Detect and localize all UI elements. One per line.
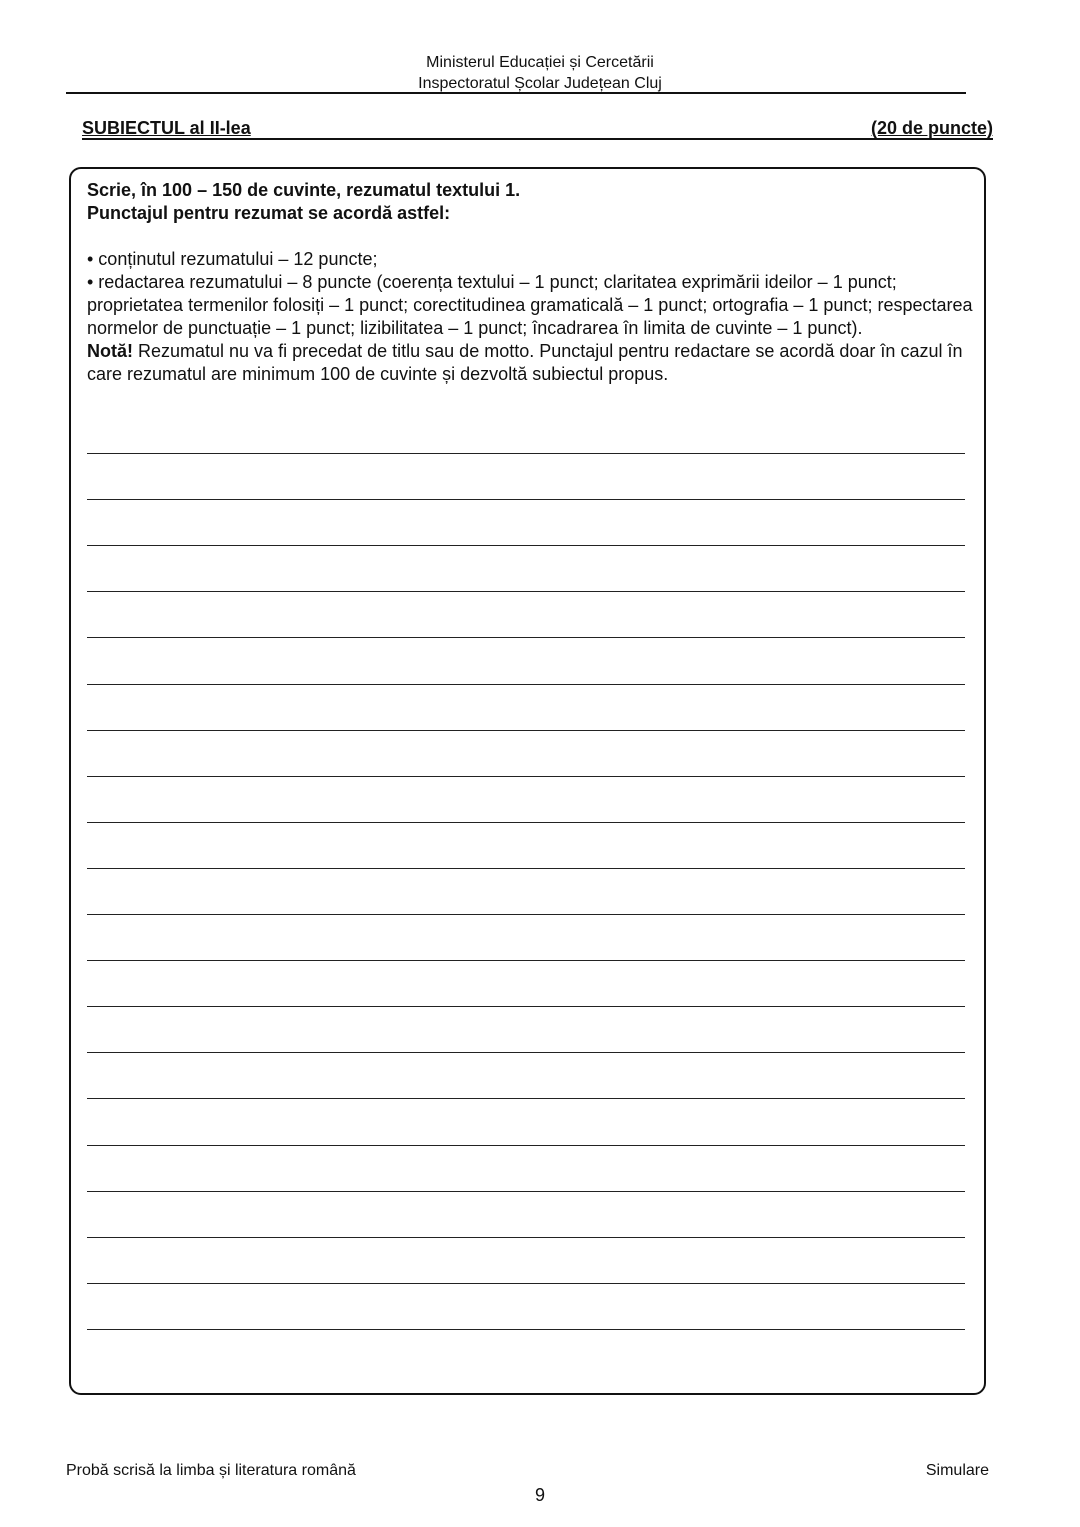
criterion-redaction: • redactarea rezumatului – 8 puncte (coerența textului – 1 punct; claritatea exprimării ideilor – 1 punct; proprietatea termenilor folosiți – 1 punct; corectitudinea gramaticală – 1 punct; ortografia – 1 punct; respectarea normelor de punctuație – 1 punct; lizibilitatea – 1 punct; încadrarea în limita de cuvinte – 1 punct). bbox=[87, 272, 973, 338]
writing-line bbox=[87, 1191, 965, 1192]
writing-line bbox=[87, 776, 965, 777]
writing-line bbox=[87, 1145, 965, 1146]
writing-line bbox=[87, 1098, 965, 1099]
writing-line bbox=[87, 453, 965, 454]
writing-line bbox=[87, 637, 965, 638]
writing-line bbox=[87, 1283, 965, 1284]
writing-line bbox=[87, 545, 965, 546]
writing-line bbox=[87, 960, 965, 961]
writing-line bbox=[87, 1052, 965, 1053]
subject-points: (20 de puncte) bbox=[870, 118, 993, 138]
task-instructions bbox=[87, 179, 973, 386]
writing-line bbox=[87, 822, 965, 823]
writing-line bbox=[87, 730, 965, 731]
note bbox=[87, 340, 973, 386]
writing-line bbox=[87, 684, 965, 685]
footer-exam-name: Probă scrisă la limba și literatura română bbox=[66, 1462, 356, 1479]
inspectorate-name: Inspectoratul Școlar Județean Cluj bbox=[418, 75, 662, 92]
criterion-content: • conținutul rezumatului – 12 puncte; bbox=[87, 249, 378, 269]
scoring-intro: Punctajul pentru rezumat se acordă astfel: bbox=[87, 203, 451, 223]
note-text: Rezumatul nu va fi precedat de titlu sau de motto. Punctajul pentru redactare se acordă doar în cazul în care rezumatul are minimum 100 de cuvinte și dezvoltă subiectul propus. bbox=[87, 341, 963, 384]
ministry-name: Ministerul Educației și Cercetării bbox=[426, 54, 654, 71]
writing-line bbox=[87, 591, 965, 592]
writing-line bbox=[87, 868, 965, 869]
task-instruction: Scrie, în 100 – 150 de cuvinte, rezumatul textului 1. bbox=[87, 180, 521, 200]
subject-heading bbox=[82, 118, 993, 140]
footer-exam-type: Simulare bbox=[925, 1462, 989, 1479]
subject-title: SUBIECTUL al II-lea bbox=[82, 118, 251, 138]
note-label: Notă! bbox=[87, 341, 133, 361]
writing-line bbox=[87, 499, 965, 500]
page-number: 9 bbox=[534, 1485, 545, 1505]
page-header bbox=[0, 52, 1080, 94]
writing-line bbox=[87, 1006, 965, 1007]
header-divider bbox=[66, 92, 966, 94]
writing-line bbox=[87, 914, 965, 915]
writing-line bbox=[87, 1329, 965, 1330]
writing-line bbox=[87, 1237, 965, 1238]
